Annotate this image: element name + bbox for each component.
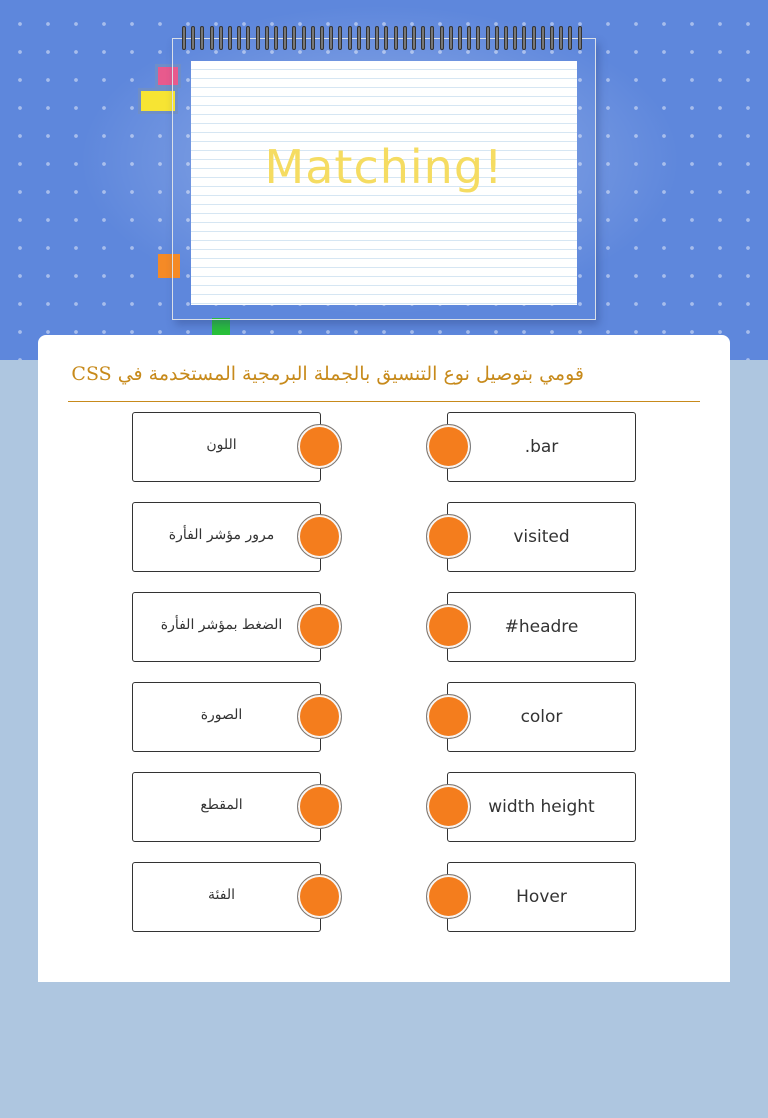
spiral-ring [504,26,508,50]
spiral-ring [458,26,462,50]
spiral-ring [532,26,536,50]
spiral-ring [384,26,388,50]
spiral-ring [522,26,526,50]
spiral-ring [292,26,296,50]
match-item-label: .bar [524,437,559,457]
spiral-ring [486,26,490,50]
connector-dot-left[interactable] [297,424,342,469]
spiral-ring [550,26,554,50]
spiral-ring [182,26,186,50]
connector-dot-left[interactable] [297,784,342,829]
matching-card [38,335,730,982]
connector-dot-right[interactable] [426,514,471,559]
match-item-label: color [520,707,563,727]
match-item-left[interactable] [132,772,321,842]
match-item-right[interactable] [447,502,636,572]
spiral-ring [246,26,250,50]
notebook-tab-green [212,318,230,336]
spiral-ring [430,26,434,50]
spiral-ring [338,26,342,50]
spiral-ring [200,26,204,50]
spiral-ring [320,26,324,50]
notebook-title: Matching! [264,140,504,194]
match-item-right[interactable] [447,772,636,842]
spiral-ring [311,26,315,50]
match-item-left[interactable] [132,592,321,662]
notebook-spiral [178,26,590,52]
match-item-label: الصورة [200,707,243,723]
spiral-ring [191,26,195,50]
spiral-ring [412,26,416,50]
match-item-label: المقطع [200,797,243,813]
match-item-right[interactable] [447,412,636,482]
spiral-ring [366,26,370,50]
spiral-ring [274,26,278,50]
spiral-ring [394,26,398,50]
match-item-label: width height [488,797,595,817]
match-item-label: visited [513,527,570,547]
spiral-ring [541,26,545,50]
match-item-label: الفئة [208,887,235,903]
spiral-ring [440,26,444,50]
spiral-ring [403,26,407,50]
connector-dot-right[interactable] [426,694,471,739]
match-item-left[interactable] [132,412,321,482]
connector-dot-left[interactable] [297,514,342,559]
match-item-label: #headre [504,617,579,637]
spiral-ring [467,26,471,50]
spiral-ring [421,26,425,50]
connector-dot-right[interactable] [426,424,471,469]
spiral-ring [329,26,333,50]
match-item-left[interactable] [132,682,321,752]
match-item-right[interactable] [447,592,636,662]
spiral-ring [568,26,572,50]
connector-dot-right[interactable] [426,874,471,919]
spiral-ring [283,26,287,50]
match-item-label: الضغط بمؤشر الفأرة [160,617,283,633]
header-banner [0,0,768,360]
spiral-ring [513,26,517,50]
connector-dot-left[interactable] [297,694,342,739]
spiral-ring [348,26,352,50]
match-item-label: اللون [206,437,237,453]
question-text: قومي بتوصيل نوع التنسيق بالجملة البرمجية المستخدمة في CSS [71,363,584,385]
spiral-ring [375,26,379,50]
spiral-ring [219,26,223,50]
match-item-right[interactable] [447,862,636,932]
match-item-label: Hover [516,887,567,907]
spiral-ring [578,26,582,50]
connector-dot-left[interactable] [297,604,342,649]
spiral-ring [256,26,260,50]
spiral-ring [495,26,499,50]
question-divider [68,401,700,402]
match-item-left[interactable] [132,502,321,572]
connector-dot-left[interactable] [297,874,342,919]
spiral-ring [559,26,563,50]
spiral-ring [237,26,241,50]
spiral-ring [449,26,453,50]
connector-dot-right[interactable] [426,784,471,829]
spiral-ring [476,26,480,50]
spiral-ring [265,26,269,50]
spiral-ring [302,26,306,50]
match-item-left[interactable] [132,862,321,932]
match-item-right[interactable] [447,682,636,752]
connector-dot-right[interactable] [426,604,471,649]
match-item-label: مرور مؤشر الفأرة [168,527,275,543]
spiral-ring [357,26,361,50]
spiral-ring [210,26,214,50]
spiral-ring [228,26,232,50]
